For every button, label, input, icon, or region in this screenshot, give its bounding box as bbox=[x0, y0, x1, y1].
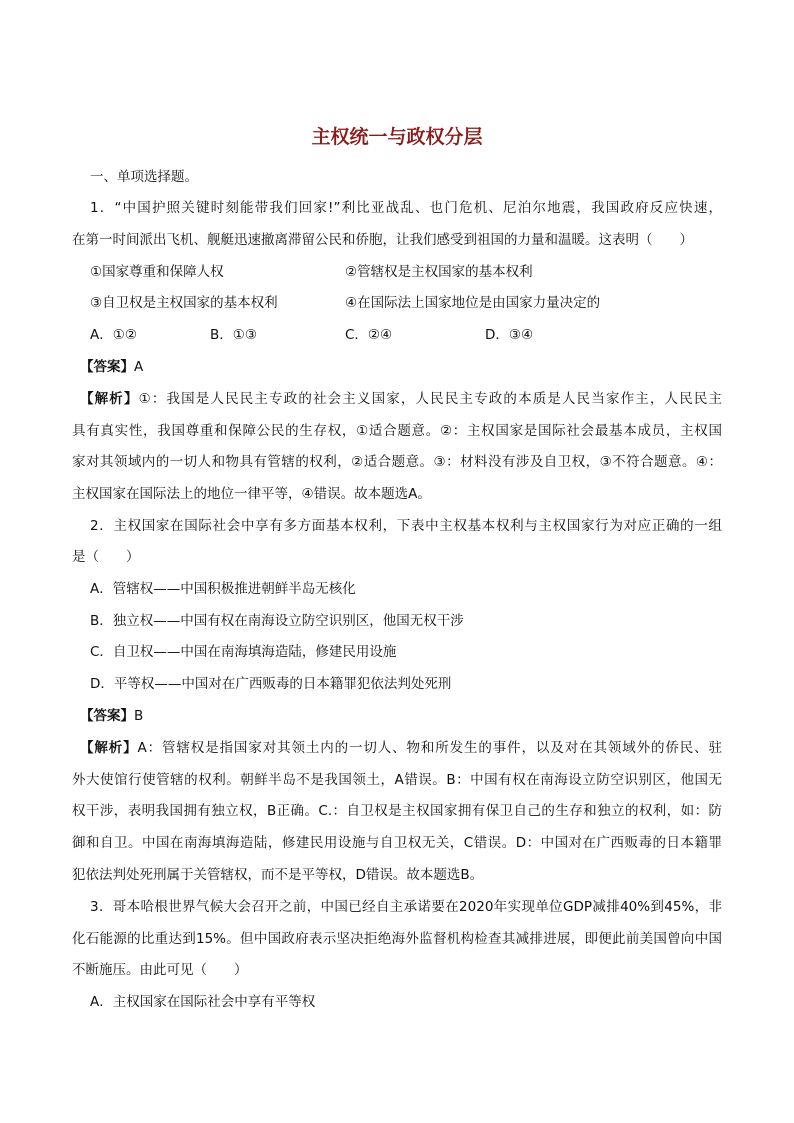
q2-analysis-line-1 bbox=[80, 738, 722, 758]
q2-option-d: D．平等权——中国对在广西贩毒的日本籍罪犯依法判处死刑 bbox=[90, 676, 452, 692]
q1-stem-line-1: 1．“中国护照关键时刻能带我们回家!”利比亚战乱、也门危机、尼泊尔地震，我国政府反应快速， bbox=[90, 200, 722, 216]
section-heading: 一、单项选择题。 bbox=[90, 169, 198, 185]
q1-option-a: A．①② bbox=[90, 327, 137, 343]
q1-answer bbox=[80, 357, 143, 377]
q2-analysis-line-5: 犯依法判处死刑属于关管辖权，而不是平等权，D错误。故本题选B。 bbox=[72, 867, 484, 883]
q3-option-a: A．主权国家在国际社会中享有平等权 bbox=[90, 994, 316, 1010]
answer-tag: 【答案】 bbox=[80, 359, 134, 375]
analysis-text: ①：我国是人民民主专政的社会主义国家，人民民主专政的本质是人民当家作主，人民民主 bbox=[138, 391, 723, 407]
q1-statement-3: ③自卫权是主权国家的基本权利 bbox=[90, 295, 278, 311]
document-title: 主权统一与政权分层 bbox=[311, 126, 483, 148]
analysis-tag: 【解析】 bbox=[80, 391, 139, 407]
q3-stem-line-2: 化石能源的比重达到15%。但中国政府表示坚决拒绝海外监督机构检查其减排进展，即便此前美国曾向中国 bbox=[72, 931, 722, 947]
q3-stem-line-1: 3．哥本哈根世界气候大会召开之前，中国已经自主承诺要在2020年实现单位GDP减排40%到45%，非 bbox=[90, 899, 722, 915]
q1-stem-line-2: 在第一时间派出飞机、舰艇迅速撤离滞留公民和侨胞，让我们感受到祖国的力量和温暖。这表明（ ） bbox=[72, 232, 693, 248]
q1-statement-2: ②管辖权是主权国家的基本权利 bbox=[345, 264, 533, 280]
q2-analysis-line-2: 外大使馆行使管辖的权利。朝鲜半岛不是我国领土，A错误。B：中国有权在南海设立防空识别区，他国无 bbox=[72, 772, 722, 788]
q2-stem-line-2: 是（ ） bbox=[72, 549, 140, 565]
q2-analysis-line-3: 权干涉，表明我国拥有独立权，B正确。C.：自卫权是主权国家拥有保卫自己的生存和独立的权利，如：防 bbox=[72, 803, 722, 819]
q1-option-d: D．③④ bbox=[485, 327, 534, 343]
analysis-tag: 【解析】 bbox=[80, 740, 138, 756]
q1-analysis-line-3: 家对其领域内的一切人和物具有管辖的权利，②适合题意。③：材料没有涉及自卫权，③不符合题意。④： bbox=[72, 454, 722, 470]
q1-statement-1: ①国家尊重和保障人权 bbox=[90, 264, 224, 280]
q1-option-b: B．①③ bbox=[210, 327, 257, 343]
q2-option-a: A．管辖权——中国积极推进朝鲜半岛无核化 bbox=[90, 581, 356, 597]
q2-stem-line-1: 2．主权国家在国际社会中享有多方面基本权利，下表中主权基本权利与主权国家行为对应正确的一组 bbox=[90, 518, 722, 534]
q2-option-c: C．自卫权——中国在南海填海造陆，修建民用设施 bbox=[90, 644, 397, 660]
q1-analysis-line-2: 具有真实性，我国尊重和保障公民的生存权，①适合题意。②：主权国家是国际社会最基本成员，主权国 bbox=[72, 423, 722, 439]
q1-analysis-line-4: 主权国家在国际法上的地位一律平等，④错误。故本题选A。 bbox=[72, 486, 431, 502]
q1-option-c: C．②④ bbox=[345, 327, 393, 343]
q2-analysis-line-4: 御和自卫。中国在南海填海造陆，修建民用设施与自卫权无关，C错误。D：中国对在广西贩毒的日本籍罪 bbox=[72, 835, 722, 851]
q3-stem-line-3: 不断施压。由此可见（ ） bbox=[72, 962, 248, 978]
answer-value: B bbox=[134, 708, 144, 724]
q1-analysis-line-1 bbox=[80, 389, 722, 409]
analysis-text: A：管辖权是指国家对其领土内的一切人、物和所发生的事件，以及对在其领域外的侨民、驻 bbox=[137, 740, 723, 756]
q2-option-b: B．独立权——中国有权在南海设立防空识别区，他国无权干涉 bbox=[90, 613, 464, 629]
answer-tag: 【答案】 bbox=[80, 708, 134, 724]
q2-answer bbox=[80, 706, 143, 726]
q1-statement-4: ④在国际法上国家地位是由国家力量决定的 bbox=[345, 295, 601, 311]
answer-value: A bbox=[134, 359, 144, 375]
